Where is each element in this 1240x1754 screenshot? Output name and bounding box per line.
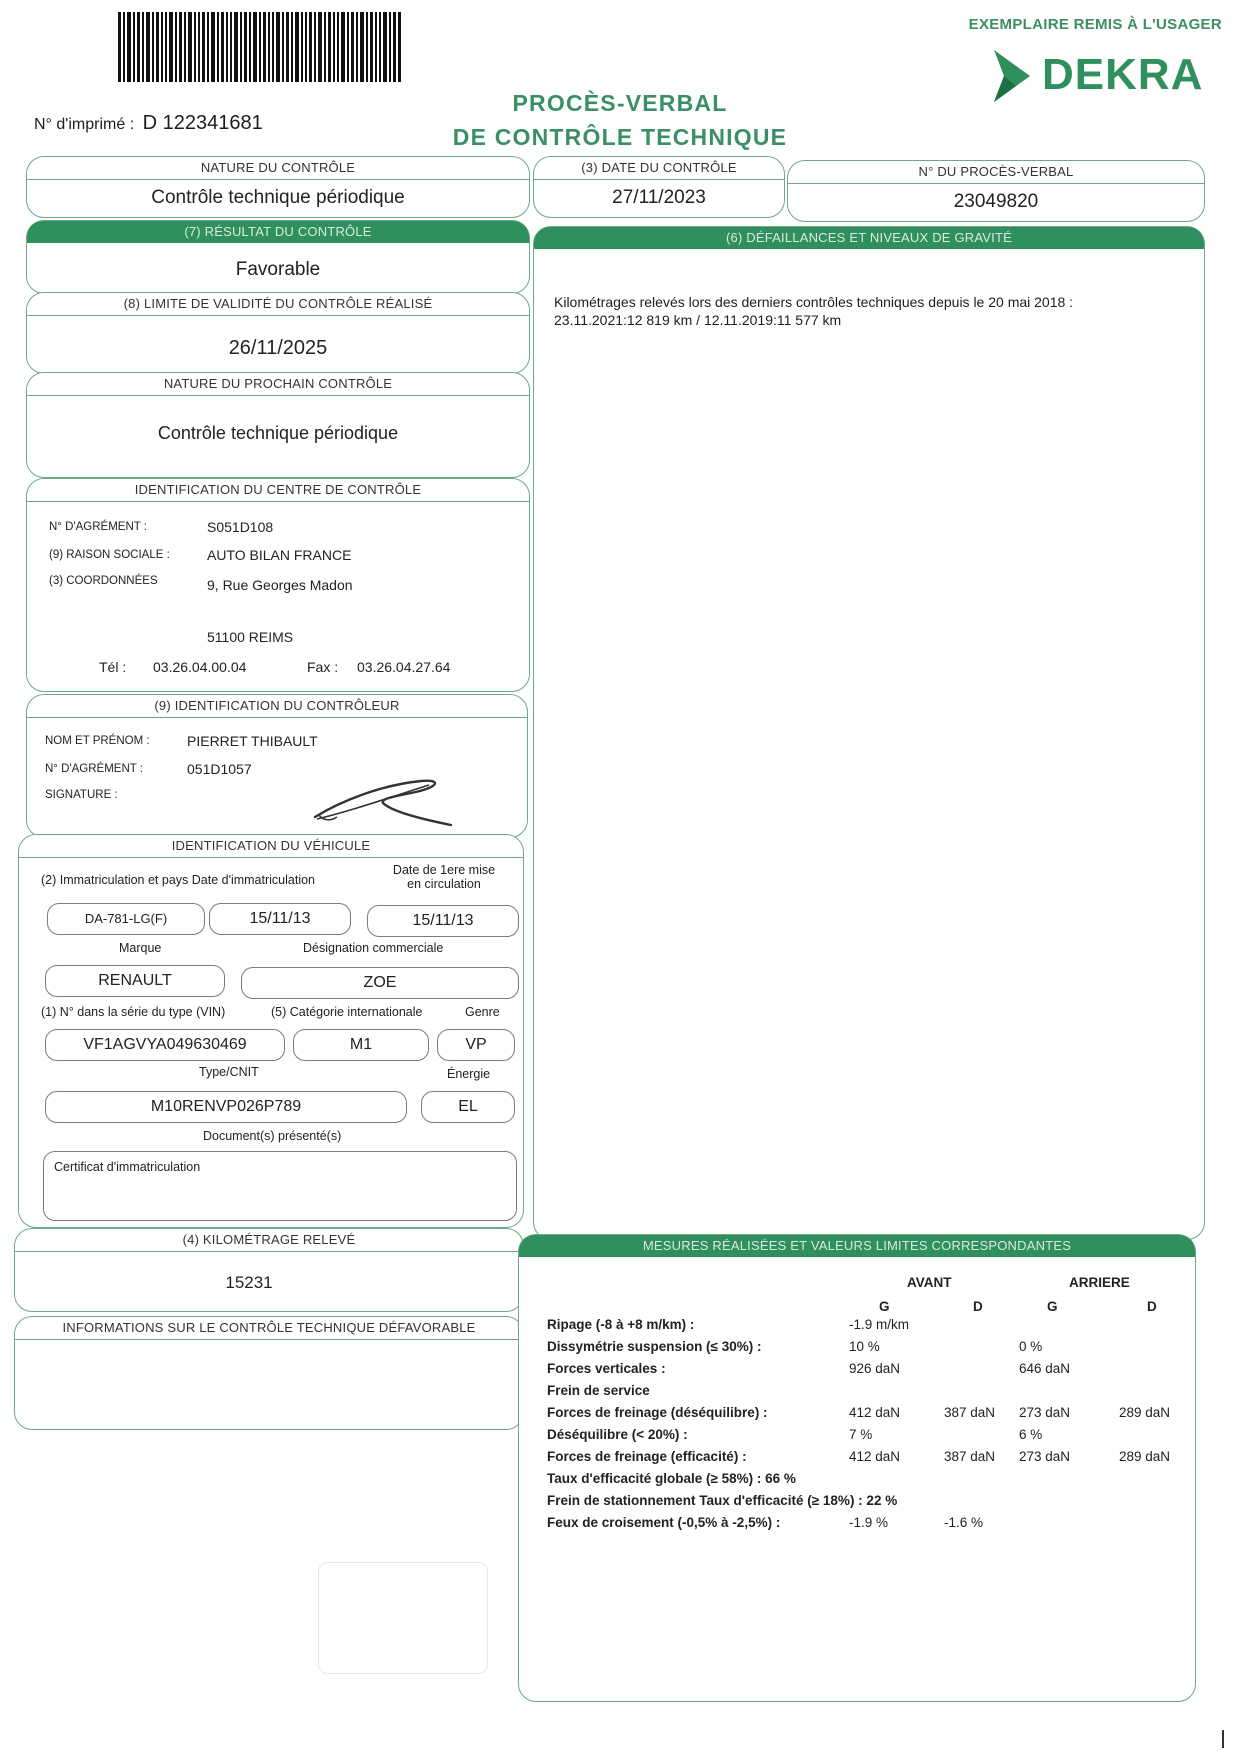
centre-box [26, 478, 530, 692]
documents-value: Certificat d'immatriculation [54, 1160, 201, 1174]
genre-value: VP [437, 1029, 515, 1061]
resultat-header: (7) RÉSULTAT DU CONTRÔLE [27, 221, 529, 243]
vehicule-box [18, 834, 524, 1228]
designation-label: Désignation commerciale [303, 941, 444, 955]
mesure-row-label: Forces de freinage (déséquilibre) : [547, 1405, 768, 1420]
vin-value: VF1AGVYA049630469 [45, 1029, 285, 1061]
defaillances-box [533, 226, 1205, 1240]
controleur-signature-label: SIGNATURE : [45, 789, 118, 801]
centre-fax-label: Fax : [307, 659, 339, 675]
controleur-header: (9) IDENTIFICATION DU CONTRÔLEUR [27, 695, 527, 718]
mesure-row-label: Feux de croisement (-0,5% à -2,5%) : [547, 1515, 781, 1530]
type-value: M10RENVP026P789 [45, 1091, 407, 1123]
arriere-g-label: G [1047, 1299, 1058, 1314]
signature-icon [311, 771, 461, 831]
date-immat-value: 15/11/13 [209, 903, 351, 935]
mesure-row-value: 7 % [849, 1427, 873, 1442]
mesure-row-value: 412 daN [849, 1405, 901, 1420]
nature-controle-value: Contrôle technique périodique [151, 187, 405, 208]
documents-label: Document(s) présenté(s) [203, 1129, 342, 1143]
vin-label: (1) N° dans la série du type (VIN) [41, 1005, 226, 1019]
limite-validite-box [26, 292, 530, 374]
nature-controle-box [26, 156, 530, 218]
mesure-row-value: 387 daN [944, 1405, 996, 1420]
mesures-box [518, 1234, 1196, 1702]
avant-label: AVANT [907, 1275, 952, 1290]
prochain-controle-box [26, 372, 530, 478]
date-controle-header: (3) DATE DU CONTRÔLE [534, 157, 784, 180]
controleur-nom-label: NOM ET PRÉNOM : [45, 735, 150, 747]
mesure-row-value: 6 % [1019, 1427, 1043, 1442]
controleur-nom-value: PIERRET THIBAULT [187, 733, 318, 749]
mesure-row-value: -1.9 m/km [849, 1317, 910, 1332]
vehicule-header: IDENTIFICATION DU VÉHICULE [19, 835, 523, 858]
controleur-agrement-label: N° D'AGRÉMENT : [45, 763, 143, 775]
mesure-row-label: Dissymétrie suspension (≤ 30%) : [547, 1339, 762, 1354]
centre-fax-value: 03.26.04.27.64 [357, 659, 451, 675]
defavorable-header: INFORMATIONS SUR LE CONTRÔLE TECHNIQUE DÉFAVORABLE [15, 1317, 523, 1340]
title-line-1: PROCÈS-VERBAL [512, 90, 728, 116]
mesure-row-value: 387 daN [944, 1449, 996, 1464]
mesure-row-label: Taux d'efficacité globale (≥ 58%) : 66 % [547, 1471, 796, 1486]
defaillances-line1: Kilométrages relevés lors des derniers contrôles techniques depuis le 20 mai 2018 : [554, 294, 1074, 310]
premiere-mise-value: 15/11/13 [367, 905, 519, 937]
centre-agrement-label: N° D'AGRÉMENT : [49, 521, 147, 533]
mesure-row-value: 273 daN [1019, 1449, 1071, 1464]
mesure-row-value: 926 daN [849, 1361, 901, 1376]
centre-address-line2: 51100 REIMS [207, 629, 294, 645]
numero-pv-box [787, 160, 1205, 222]
prochain-controle-header: NATURE DU PROCHAIN CONTRÔLE [27, 373, 529, 396]
mesure-row-value: 289 daN [1119, 1449, 1171, 1464]
dekra-logo [990, 48, 1204, 104]
imprime-label: N° d'imprimé : [34, 116, 135, 133]
controleur-agrement-value: 051D1057 [187, 761, 252, 777]
stamp-area [318, 1562, 488, 1674]
genre-label: Genre [465, 1005, 500, 1019]
controleur-box [26, 694, 528, 838]
resultat-value: Favorable [235, 259, 321, 280]
mesure-row-value: 0 % [1019, 1339, 1043, 1354]
copy-label: EXEMPLAIRE REMIS À L'USAGER [968, 16, 1222, 33]
mesure-row-label: Frein de stationnement Taux d'efficacité (≥ 18%) : 22 % [547, 1493, 898, 1508]
mesure-row-value: -1.9 % [849, 1515, 889, 1530]
page-edge-mark [1222, 1730, 1224, 1748]
mesure-row-value: 10 % [849, 1339, 880, 1354]
mesure-row-label: Déséquilibre (< 20%) : [547, 1427, 688, 1442]
centre-header: IDENTIFICATION DU CENTRE DE CONTRÔLE [27, 479, 529, 502]
arriere-label: ARRIERE [1069, 1275, 1130, 1290]
limite-validite-value: 26/11/2025 [228, 337, 328, 359]
limite-validite-header: (8) LIMITE DE VALIDITÉ DU CONTRÔLE RÉALISÉ [27, 293, 529, 316]
page-title [420, 86, 820, 154]
centre-address-line1: 9, Rue Georges Madon [207, 577, 353, 593]
energie-value: EL [421, 1091, 515, 1123]
centre-agrement-value: S051D108 [207, 519, 274, 535]
defaillances-text [554, 293, 1073, 329]
brand-name: DEKRA [1042, 50, 1204, 99]
marque-value: RENAULT [45, 965, 225, 997]
centre-tel-value: 03.26.04.00.04 [153, 659, 247, 675]
mesure-row-label: Forces verticales : [547, 1361, 666, 1376]
mesure-row-label: Frein de service [547, 1383, 650, 1398]
imprime-number [34, 112, 263, 135]
type-label: Type/CNIT [199, 1065, 259, 1079]
mesure-row-value: 412 daN [849, 1449, 901, 1464]
immat-value: DA-781-LG(F) [47, 903, 205, 935]
avant-g-label: G [879, 1299, 890, 1314]
prochain-controle-value: Contrôle technique périodique [157, 423, 399, 443]
defavorable-box [14, 1316, 524, 1430]
arriere-d-label: D [1147, 1299, 1157, 1314]
immat-label: (2) Immatriculation et pays Date d'immatriculation [41, 873, 316, 887]
categorie-value: M1 [293, 1029, 429, 1061]
kilometrage-box [14, 1228, 524, 1312]
kilometrage-value: 15231 [225, 1273, 273, 1292]
mesures-header: MESURES RÉALISÉES ET VALEURS LIMITES CORRESPONDANTES [519, 1235, 1195, 1257]
date-controle-value: 27/11/2023 [612, 187, 706, 208]
mesure-row-label: Ripage (-8 à +8 m/km) : [547, 1317, 695, 1332]
nature-controle-header: NATURE DU CONTRÔLE [27, 157, 529, 180]
centre-tel-label: Tél : [99, 659, 127, 675]
imprime-value: D 122341681 [142, 112, 263, 134]
defaillances-header: (6) DÉFAILLANCES ET NIVEAUX DE GRAVITÉ [534, 227, 1204, 249]
numero-pv-value: 23049820 [953, 191, 1039, 212]
mesure-row-value: 646 daN [1019, 1361, 1071, 1376]
mesure-row-label: Forces de freinage (efficacité) : [547, 1449, 747, 1464]
resultat-box [26, 220, 530, 294]
dekra-logo-icon [990, 48, 1036, 104]
mesure-row-value: 289 daN [1119, 1405, 1171, 1420]
centre-raison-value: AUTO BILAN FRANCE [207, 547, 352, 563]
title-line-2: DE CONTRÔLE TECHNIQUE [452, 124, 788, 150]
energie-label: Énergie [447, 1067, 491, 1081]
documents-box [43, 1151, 517, 1221]
avant-d-label: D [973, 1299, 983, 1314]
marque-label: Marque [119, 941, 162, 955]
mesure-row-value: 273 daN [1019, 1405, 1071, 1420]
centre-coord-label: (3) COORDONNÉES [49, 575, 158, 587]
numero-pv-header: N° DU PROCÈS-VERBAL [788, 161, 1204, 184]
designation-value: ZOE [241, 967, 519, 999]
kilometrage-header: (4) KILOMÉTRAGE RELEVÉ [15, 1229, 523, 1252]
centre-raison-label: (9) RAISON SOCIALE : [49, 549, 170, 561]
mesure-row-value: -1.6 % [944, 1515, 984, 1530]
barcode-icon [118, 12, 403, 82]
categorie-label: (5) Catégorie internationale [271, 1005, 423, 1019]
premiere-mise-label: Date de 1ere mise en circulation [392, 863, 496, 891]
date-controle-box [533, 156, 785, 218]
defaillances-line2: 23.11.2021:12 819 km / 12.11.2019:11 577 km [554, 312, 842, 328]
